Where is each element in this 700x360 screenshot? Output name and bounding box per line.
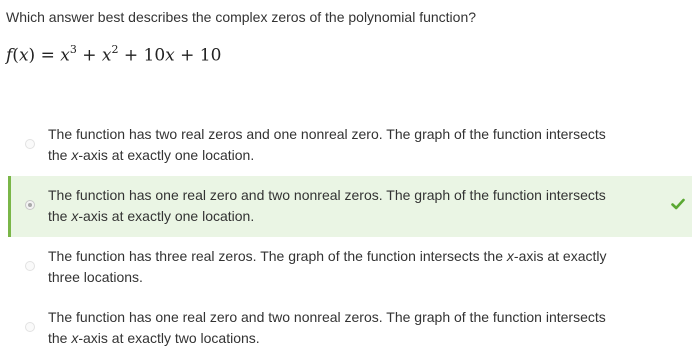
choice-line2-pre: the bbox=[48, 147, 72, 163]
choice-line1: The function has one real zero and two nonreal zeros. The graph of the function intersects bbox=[48, 309, 606, 325]
answer-choice-text bbox=[48, 246, 668, 288]
choice-line2-pre: the bbox=[48, 208, 72, 224]
question-prompt: Which answer best describes the complex zeros of the polynomial function? bbox=[6, 9, 477, 25]
choice-italic-x: x bbox=[506, 248, 514, 264]
answer-choice-1[interactable] bbox=[8, 115, 692, 176]
radio-button[interactable] bbox=[25, 322, 35, 332]
formula-equals: ) = bbox=[28, 45, 61, 66]
formula-term3-var: x bbox=[165, 45, 175, 66]
answer-choices bbox=[8, 115, 692, 359]
answer-choice-4[interactable] bbox=[8, 298, 692, 359]
choice-line2-post: -axis at exactly one location. bbox=[78, 208, 255, 224]
formula-open-paren: ( bbox=[12, 45, 19, 66]
formula-term1-var: x bbox=[60, 45, 70, 66]
choice-line2-post: -axis at exactly one location. bbox=[78, 147, 255, 163]
choice-line1: The function has two real zeros and one nonreal zero. The graph of the function intersects bbox=[48, 126, 606, 142]
choice-line2: three locations. bbox=[48, 269, 143, 285]
checkmark-icon bbox=[671, 197, 685, 211]
radio-button[interactable] bbox=[25, 261, 35, 271]
choice-line2-post: -axis at exactly two locations. bbox=[78, 330, 260, 346]
choice-line2-pre: the bbox=[48, 330, 72, 346]
formula-plus2: + 10 bbox=[118, 45, 166, 66]
formula-term2-exponent: 2 bbox=[111, 43, 119, 56]
choice-italic-x: x bbox=[71, 208, 79, 224]
answer-choice-2[interactable] bbox=[8, 176, 692, 237]
radio-button-selected[interactable] bbox=[25, 200, 35, 210]
answer-choice-text bbox=[48, 185, 668, 227]
formula-plus1: + bbox=[76, 45, 102, 66]
formula-plus3: + 10 bbox=[174, 45, 222, 66]
choice-line1: The function has one real zero and two nonreal zeros. The graph of the function intersects bbox=[48, 187, 606, 203]
answer-choice-text bbox=[48, 307, 668, 349]
formula-function-name: f bbox=[6, 45, 13, 66]
formula-term2-var: x bbox=[101, 45, 112, 66]
choice-line1-post: -axis at exactly bbox=[513, 248, 607, 264]
formula-term1-exponent: 3 bbox=[69, 43, 77, 56]
formula-argument: x bbox=[18, 45, 29, 66]
choice-italic-x: x bbox=[71, 147, 79, 163]
answer-choice-3[interactable] bbox=[8, 237, 692, 298]
radio-button[interactable] bbox=[25, 139, 35, 149]
answer-choice-text bbox=[48, 124, 668, 166]
choice-line1-pre: The function has three real zeros. The graph of the function intersects the bbox=[48, 248, 507, 264]
polynomial-formula bbox=[6, 44, 221, 66]
choice-italic-x: x bbox=[71, 330, 79, 346]
